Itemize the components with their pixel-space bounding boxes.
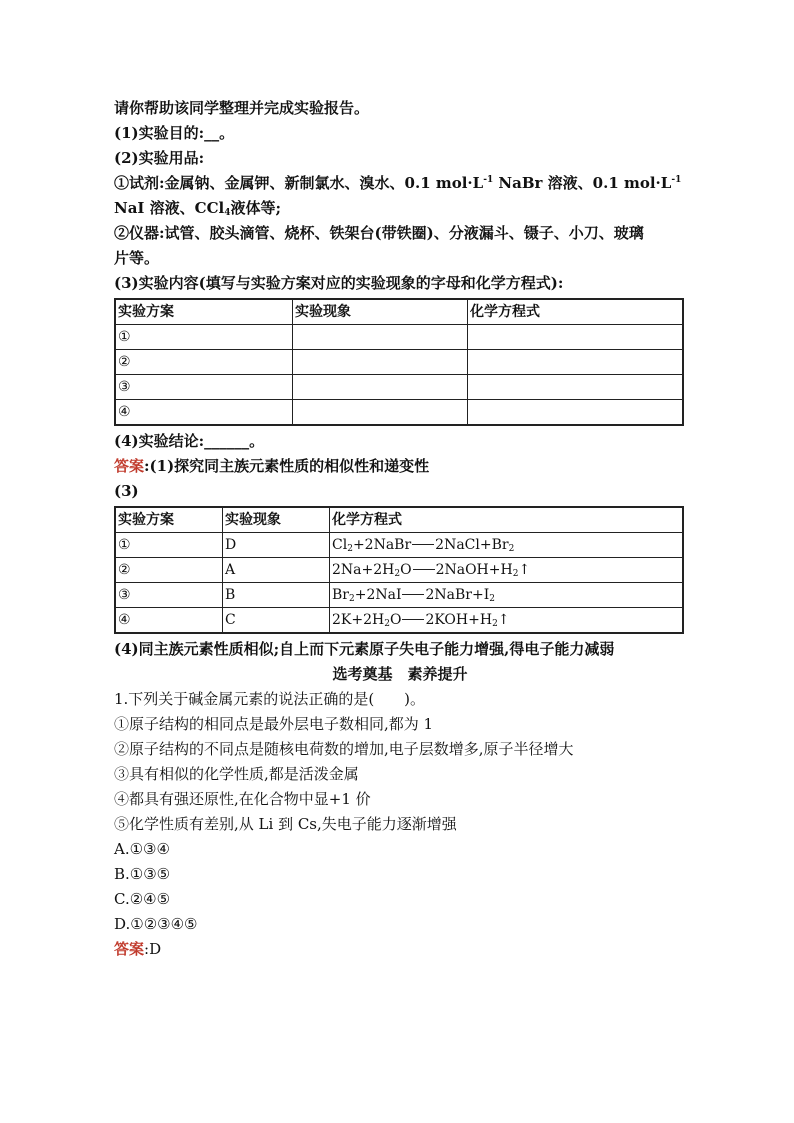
answer-label: 答案 xyxy=(114,457,145,475)
gas-arrow-icon: ↑ xyxy=(518,562,531,578)
instruments-line-2: 片等。 xyxy=(114,249,160,267)
table-row xyxy=(115,325,683,350)
table-cell xyxy=(293,400,468,426)
table-cell: ① xyxy=(115,533,223,558)
question-3-content: (3)实验内容(填写与实验方案对应的实验现象的字母和化学方程式): xyxy=(114,274,564,292)
answer-4: (4)同主族元素性质相似;自上而下元素原子失电子能力增强,得电子能力减弱 xyxy=(114,640,615,658)
table-cell: ② xyxy=(115,558,223,583)
table-header-row xyxy=(115,507,683,533)
table-cell: ① xyxy=(115,325,293,350)
table-cell: ③ xyxy=(115,375,293,400)
option-c: C.②④⑤ xyxy=(114,890,171,908)
table-header-cell: 实验方案 xyxy=(115,299,293,325)
answer-1: 答案:(1)探究同主族元素性质的相似性和递变性 xyxy=(114,457,430,475)
table-cell xyxy=(468,375,684,400)
table-row xyxy=(115,583,683,608)
table-row xyxy=(115,375,683,400)
question-1-purpose: (1)实验目的:__。 xyxy=(114,124,235,142)
table-cell: ② xyxy=(115,350,293,375)
statement: ③具有相似的化学性质,都是活泼金属 xyxy=(114,765,359,783)
document-page xyxy=(114,96,686,962)
final-answer: 答案:D xyxy=(114,940,162,958)
answer-experiment-table xyxy=(114,506,684,634)
blank-experiment-table xyxy=(114,298,684,426)
instruments-line: ②仪器:试管、胶头滴管、烧杯、铁架台(带铁圈)、分液漏斗、镊子、小刀、玻璃 xyxy=(114,224,644,242)
table-cell: A xyxy=(223,558,330,583)
option-b: B.①③⑤ xyxy=(114,865,171,883)
reagents-line-2: NaI 溶液、CCl$_4$液体等; xyxy=(114,199,282,218)
table-header-cell: 实验现象 xyxy=(293,299,468,325)
question-4-conclusion: (4)实验结论:______。 xyxy=(114,432,265,450)
table-cell: B xyxy=(223,583,330,608)
question-2-materials: (2)实验用品: xyxy=(114,149,205,167)
statement: ④都具有强还原性,在化合物中显+1 价 xyxy=(114,790,371,808)
gas-arrow-icon: ↑ xyxy=(497,612,510,628)
table-cell: C xyxy=(223,608,330,634)
section-title: 选考奠基 素养提升 xyxy=(332,665,468,683)
table-header-cell: 化学方程式 xyxy=(468,299,684,325)
equation-cell: $2Na+2H_2O$ $2NaOH+H_2↑$ xyxy=(330,558,684,583)
table-cell xyxy=(468,325,684,350)
equals-line xyxy=(413,569,435,570)
equation-cell: $Br_2+2NaI$ $2NaBr+I_2$ xyxy=(330,583,684,608)
equation-cell: $Cl_2+2NaBr$ $2NaCl+Br_2$ xyxy=(330,533,684,558)
reagents-line: ①试剂:金属钠、金属钾、新制氯水、溴水、0.1 $mol\cdot L^{-1}$ NaBr 溶液、0.1 $mol\cdot L^{-1}$ xyxy=(114,174,682,192)
table-row xyxy=(115,558,683,583)
table-row xyxy=(115,400,683,426)
equals-line xyxy=(412,544,434,545)
question-1: 1.下列关于碱金属元素的说法正确的是( )。 xyxy=(114,690,426,708)
table-row xyxy=(115,350,683,375)
table-cell xyxy=(293,325,468,350)
table-cell xyxy=(468,350,684,375)
table-row xyxy=(115,608,683,634)
table-header-cell: 实验方案 xyxy=(115,507,223,533)
table-cell xyxy=(468,400,684,426)
answer-label: 答案 xyxy=(114,940,145,958)
table-header-row xyxy=(115,299,683,325)
table-row xyxy=(115,533,683,558)
answer-3-label: (3) xyxy=(114,482,139,500)
table-cell: ④ xyxy=(115,608,223,634)
option-a: A.①③④ xyxy=(114,840,170,858)
intro-text: 请你帮助该同学整理并完成实验报告。 xyxy=(114,99,370,117)
table-cell: D xyxy=(223,533,330,558)
table-cell: ③ xyxy=(115,583,223,608)
option-d: D.①②③④⑤ xyxy=(114,915,198,933)
statement: ⑤化学性质有差别,从 Li 到 Cs,失电子能力逐渐增强 xyxy=(114,815,457,833)
table-header-cell: 化学方程式 xyxy=(330,507,684,533)
equation-cell: $2K+2H_2O$ $2KOH+H_2↑$ xyxy=(330,608,684,634)
table-cell xyxy=(293,350,468,375)
table-cell xyxy=(293,375,468,400)
equals-line xyxy=(402,594,424,595)
table-header-cell: 实验现象 xyxy=(223,507,330,533)
table-cell: ④ xyxy=(115,400,293,426)
equals-line xyxy=(402,619,424,620)
statement: ①原子结构的相同点是最外层电子数相同,都为 1 xyxy=(114,715,434,733)
statement: ②原子结构的不同点是随核电荷数的增加,电子层数增多,原子半径增大 xyxy=(114,740,574,758)
